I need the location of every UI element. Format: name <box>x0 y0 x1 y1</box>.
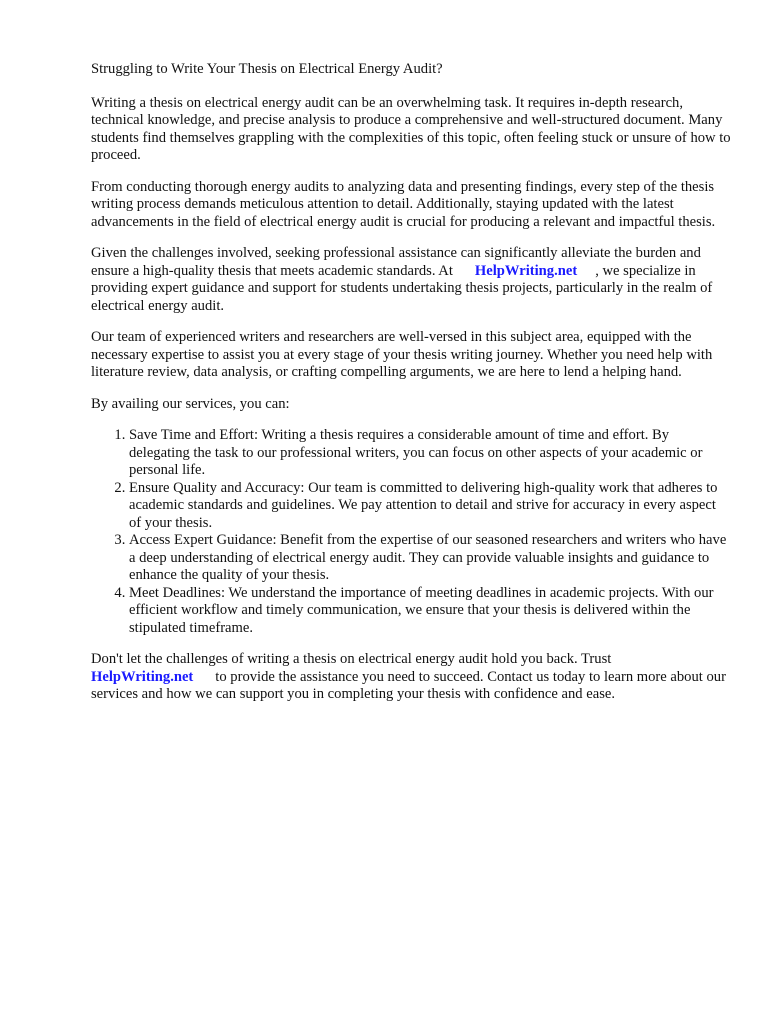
closing-text-before-link: Don't let the challenges of writing a thesis on electrical energy audit hold you back. Trust <box>91 651 612 667</box>
closing-paragraph <box>91 651 731 704</box>
team-paragraph: Our team of experienced writers and researchers are well-versed in this subject area, equipped with the necessary expertise to assist you at every stage of your thesis writing journey. Whether you need help with literature review, data analysis, or crafting compelling arguments, we are here to lend a helping hand. <box>91 329 713 380</box>
assistance-text-before-link: Given the challenges involved, seeking professional assistance can significantly alleviate the burden and ensure a high-quality thesis that meets academic standards. At <box>91 245 701 279</box>
closing-text-after-link: to provide the assistance you need to succeed. Contact us today to learn more about our services and how we can support you in completing your thesis with confidence and ease. <box>91 668 726 702</box>
helpwriting-link[interactable]: HelpWriting.net <box>474 262 578 279</box>
assistance-paragraph <box>91 245 731 315</box>
list-item: 2. Ensure Quality and Accuracy: Our team is committed to delivering high-quality work that adheres to academic standards and guidelines. We pay attention to detail and strive for accuracy in every aspect of your thesis. <box>129 480 731 533</box>
list-item: 4. Meet Deadlines: We understand the importance of meeting deadlines in academic projects. With our efficient workflow and timely communication, we ensure that your thesis is delivered within the stipulated timeframe. <box>129 585 731 638</box>
process-paragraph: From conducting thorough energy audits to analyzing data and presenting findings, every step of the thesis writing process demands meticulous attention to detail. Additionally, staying updated with the latest advancements in the field of electrical energy audit is crucial for producing a relevant and impactful thesis. <box>91 178 716 230</box>
document-title: Struggling to Write Your Thesis on Electrical Energy Audit? <box>91 61 443 77</box>
list-intro: By availing our services, you can: <box>91 395 290 412</box>
intro-paragraph: Writing a thesis on electrical energy audit can be an overwhelming task. It requires in-depth research, technical knowledge, and precise analysis to produce a comprehensive and well-structured document. Many students find themselves grappling with the complexities of this topic, often feeling stuck or unsure of how to proceed. <box>91 94 731 163</box>
document-page <box>91 61 731 718</box>
list-item: 1. Save Time and Effort: Writing a thesis requires a considerable amount of time and effort. By delegating the task to our professional writers, you can focus on other aspects of your academic or personal life. <box>129 427 731 480</box>
helpwriting-link[interactable]: HelpWriting.net <box>91 668 194 685</box>
assistance-text-after-link: , we specialize in providing expert guidance and support for students undertaking thesis projects, particularly in the realm of electrical energy audit. <box>91 262 713 314</box>
services-list <box>91 427 731 637</box>
list-item: 3. Access Expert Guidance: Benefit from the expertise of our seasoned researchers and writers who have a deep understanding of electrical energy audit. They can provide valuable insights and guidance to enhance the quality of your thesis. <box>129 532 731 585</box>
